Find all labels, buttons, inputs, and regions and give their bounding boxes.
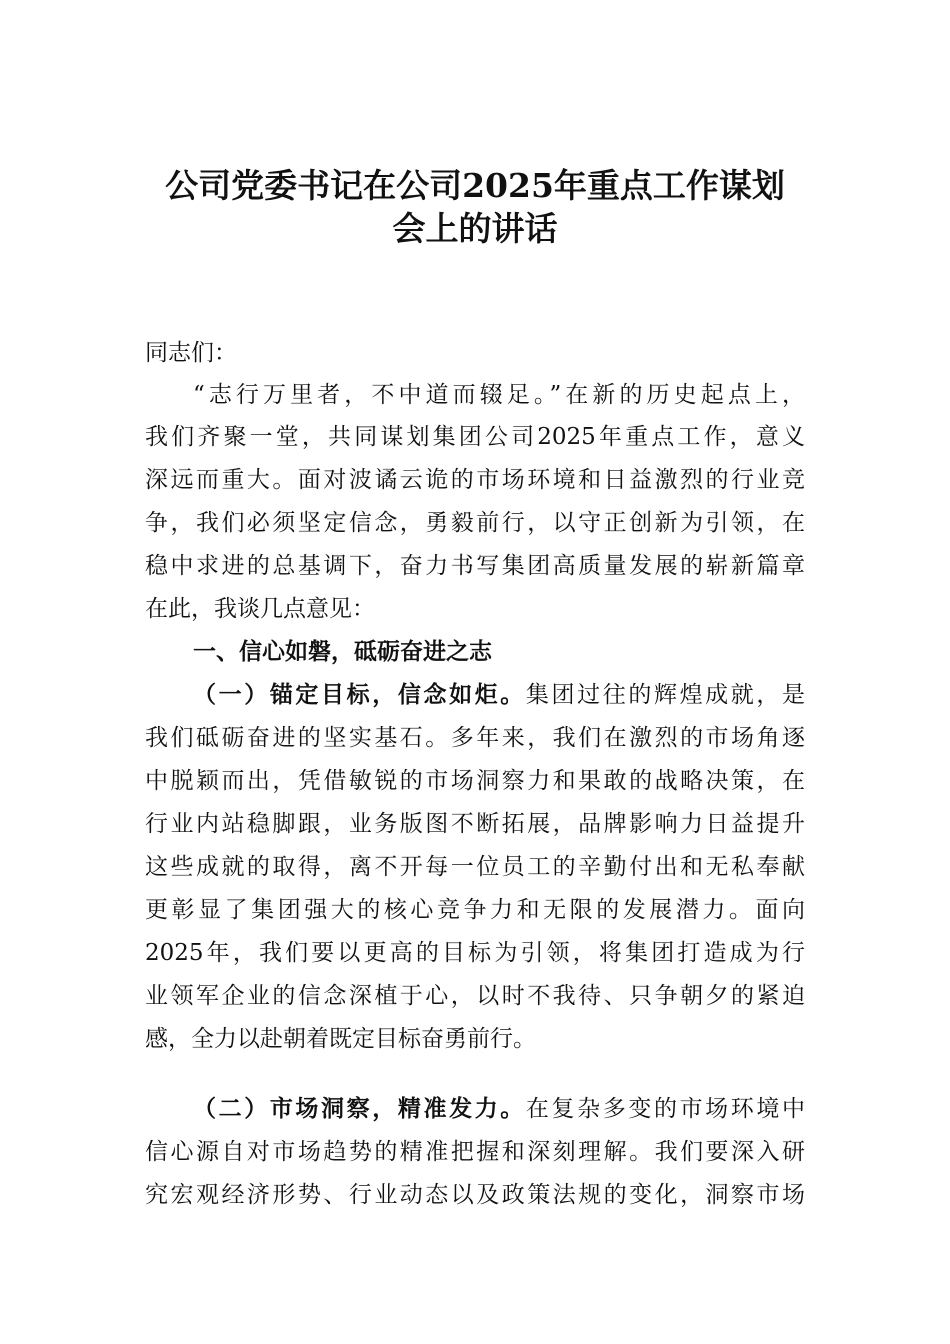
intro-line-5: 稳中求进的总基调下，奋力书写集团高质量发展的崭新篇章 [145,553,805,579]
para1-line-2: 我们砥砺奋进的坚实基石。多年来，我们在激烈的市场角逐 [145,725,805,751]
intro-line-2: 我们齐聚一堂，共同谋划集团公司2025年重点工作，意义 [145,424,805,450]
para1-lead: （一）锚定目标，信念如炬。 [193,681,526,708]
intro-line-1: “志行万里者，不中道而辍足。”在新的历史起点上， [193,382,805,408]
para1-line-8: 业领军企业的信念深植于心，以时不我待、只争朝夕的紧迫 [145,983,805,1009]
para1-line-3: 中脱颖而出，凭借敏锐的市场洞察力和果敢的战略决策，在 [145,768,805,794]
intro-line-4: 争，我们必须坚定信念，勇毅前行，以守正创新为引领，在 [145,510,805,536]
para1-line-6: 更彰显了集团强大的核心竞争力和无限的发展潜力。面向 [145,897,805,923]
para2-lead: （二）市场洞察，精准发力。 [193,1095,526,1122]
para1-line-9: 感，全力以赴朝着既定目标奋勇前行。 [145,1026,536,1052]
document-title-line-1: 公司党委书记在公司2025年重点工作谋划 [165,166,785,205]
document-title-line-2: 会上的讲话 [392,209,558,248]
intro-line-3: 深远而重大。面对波谲云诡的市场环境和日益激烈的行业竞 [145,467,805,493]
para1-line-4: 行业内站稳脚跟，业务版图不断拓展，品牌影响力日益提升 [145,811,805,837]
section-heading-1: 一、信心如磐，砥砺奋进之志 [193,639,492,665]
para2-line-1-rest: 在复杂多变的市场环境中 [525,1096,805,1122]
para2-line-1 [193,1087,805,1131]
para1-line-1 [193,673,805,717]
para2-line-2: 信心源自对市场趋势的精准把握和深刻理解。我们要深入研 [145,1139,805,1165]
para1-line-5: 这些成就的取得，离不开每一位员工的辛勤付出和无私奉献 [145,854,805,880]
intro-line-6: 在此，我谈几点意见： [145,596,375,622]
para1-line-7: 2025年，我们要以更高的目标为引领，将集团打造成为行 [145,940,805,966]
salutation: 同志们： [145,340,237,366]
para2-line-3: 究宏观经济形势、行业动态以及政策法规的变化，洞察市场 [145,1182,805,1208]
para1-line-1-rest: 集团过往的辉煌成就，是 [525,682,805,708]
